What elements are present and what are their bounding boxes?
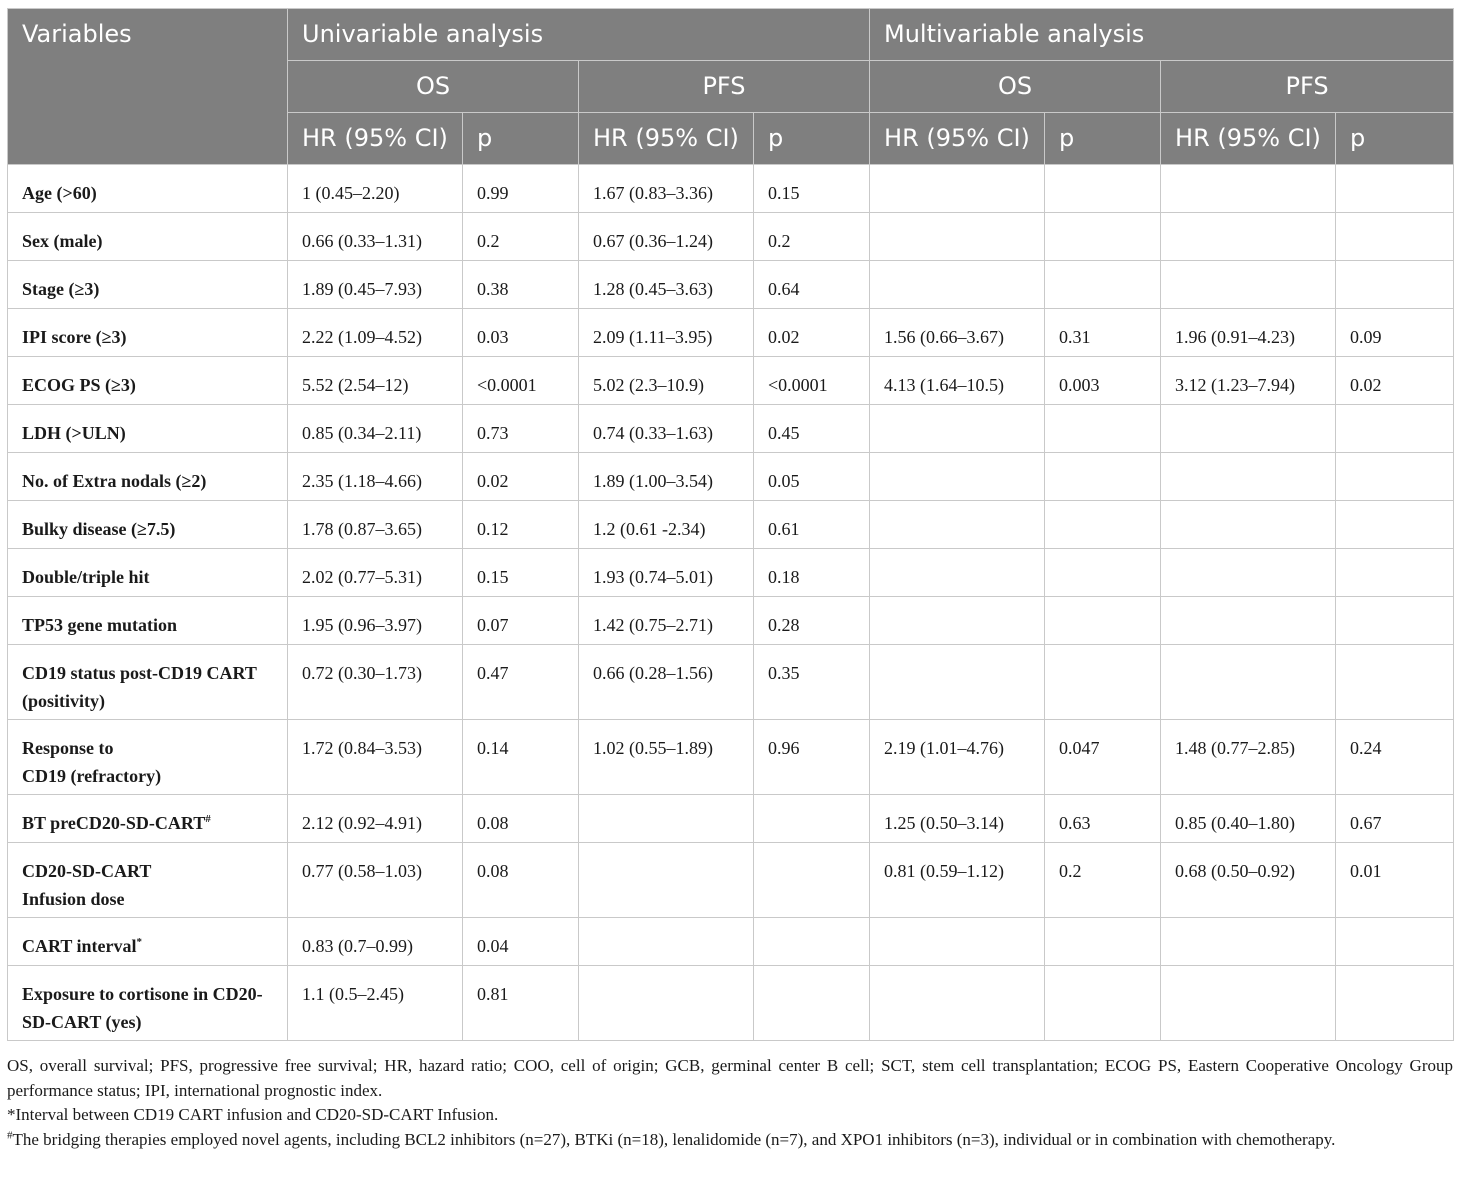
variable-cell	[8, 843, 288, 918]
hazard-ratio-cell: 2.09 (1.11–3.95)	[579, 309, 754, 357]
hazard-ratio-cell: 1.42 (0.75–2.71)	[579, 597, 754, 645]
p-value-cell	[754, 843, 870, 918]
p-value-cell: <0.0001	[463, 357, 579, 405]
footnote-bridging-text: The bridging therapies employed novel agents, including BCL2 inhibitors (n=27), BTKi (n=18), lenalidomide (n=7), and XPO1 inhibitors (n=3), individual or in combination with chemotherapy.	[12, 1129, 1336, 1149]
p-value-cell: 0.47	[463, 645, 579, 720]
variable-label: Sex (male)	[22, 231, 103, 251]
hazard-ratio-cell	[1161, 501, 1336, 549]
variable-cell	[8, 405, 288, 453]
variable-cell	[8, 261, 288, 309]
variable-label: BT preCD20-SD-CART	[22, 813, 206, 833]
p-value-cell	[1336, 501, 1454, 549]
table-container	[7, 8, 1453, 1041]
p-value-cell: 0.07	[463, 597, 579, 645]
hazard-ratio-cell	[1161, 597, 1336, 645]
hazard-ratio-cell: 1.02 (0.55–1.89)	[579, 720, 754, 795]
hazard-ratio-cell: 0.74 (0.33–1.63)	[579, 405, 754, 453]
variable-label: ECOG PS (≥3)	[22, 375, 136, 395]
hazard-ratio-cell: 1.2 (0.61 -2.34)	[579, 501, 754, 549]
hazard-ratio-cell: 0.68 (0.50–0.92)	[1161, 843, 1336, 918]
p-value-cell	[1336, 405, 1454, 453]
p-value-cell	[1336, 261, 1454, 309]
header-hr: HR (95% CI)	[870, 113, 1045, 165]
variable-cell	[8, 795, 288, 843]
p-value-cell	[1045, 645, 1161, 720]
p-value-cell: 0.67	[1336, 795, 1454, 843]
hazard-ratio-cell: 0.66 (0.28–1.56)	[579, 645, 754, 720]
p-value-cell: 0.38	[463, 261, 579, 309]
header-hr: HR (95% CI)	[1161, 113, 1336, 165]
hazard-ratio-cell: 1.67 (0.83–3.36)	[579, 165, 754, 213]
header-variables: Variables	[8, 9, 288, 165]
p-value-cell	[1336, 645, 1454, 720]
variable-cell	[8, 453, 288, 501]
p-value-cell: 0.12	[463, 501, 579, 549]
p-value-cell: 0.61	[754, 501, 870, 549]
header-hr: HR (95% CI)	[288, 113, 463, 165]
hazard-ratio-cell: 5.02 (2.3–10.9)	[579, 357, 754, 405]
hazard-ratio-cell: 1.89 (1.00–3.54)	[579, 453, 754, 501]
hazard-ratio-cell	[870, 918, 1045, 966]
hazard-ratio-cell: 2.19 (1.01–4.76)	[870, 720, 1045, 795]
variable-cell	[8, 966, 288, 1041]
p-value-cell	[1045, 213, 1161, 261]
hazard-ratio-cell: 1.89 (0.45–7.93)	[288, 261, 463, 309]
variable-label: Double/triple hit	[22, 567, 150, 587]
variable-label: Stage (≥3)	[22, 279, 100, 299]
p-value-cell: 0.047	[1045, 720, 1161, 795]
p-value-cell	[754, 918, 870, 966]
variable-label: TP53 gene mutation	[22, 615, 177, 635]
hazard-ratio-cell: 1.72 (0.84–3.53)	[288, 720, 463, 795]
hazard-ratio-cell	[870, 501, 1045, 549]
p-value-cell	[754, 966, 870, 1041]
hazard-ratio-cell: 1.78 (0.87–3.65)	[288, 501, 463, 549]
header-p: p	[1045, 113, 1161, 165]
table-header	[8, 9, 1454, 165]
p-value-cell: 0.63	[1045, 795, 1161, 843]
header-uni-pfs: PFS	[579, 61, 870, 113]
hazard-ratio-cell	[1161, 213, 1336, 261]
footnote-hash-mark: #	[7, 1128, 13, 1141]
p-value-cell: 0.45	[754, 405, 870, 453]
p-value-cell: 0.96	[754, 720, 870, 795]
table-row	[8, 918, 1454, 966]
p-value-cell	[1045, 405, 1161, 453]
hazard-ratio-cell	[1161, 918, 1336, 966]
table-row	[8, 645, 1454, 720]
p-value-cell: 0.28	[754, 597, 870, 645]
p-value-cell	[1045, 453, 1161, 501]
header-uni-os: OS	[288, 61, 579, 113]
p-value-cell	[1336, 213, 1454, 261]
variable-cell	[8, 501, 288, 549]
footnote-abbreviations: OS, overall survival; PFS, progressive free survival; HR, hazard ratio; COO, cell of origin; GCB, germinal center B cell; SCT, stem cell transplantation; ECOG PS, Eastern Cooperative Oncology Group performance status; IPI, international prognostic index.	[7, 1056, 1453, 1100]
variable-cell	[8, 720, 288, 795]
variable-cell	[8, 357, 288, 405]
hazard-ratio-cell: 2.12 (0.92–4.91)	[288, 795, 463, 843]
variable-cell	[8, 918, 288, 966]
variable-label: Exposure to cortisone in CD20-SD-CART (yes)	[22, 984, 263, 1032]
hazard-ratio-cell	[870, 453, 1045, 501]
header-multi-os: OS	[870, 61, 1161, 113]
variable-cell	[8, 597, 288, 645]
hazard-ratio-cell: 0.81 (0.59–1.12)	[870, 843, 1045, 918]
table-row	[8, 720, 1454, 795]
p-value-cell: <0.0001	[754, 357, 870, 405]
p-value-cell: 0.35	[754, 645, 870, 720]
hazard-ratio-cell	[1161, 966, 1336, 1041]
p-value-cell: 0.08	[463, 843, 579, 918]
footnote-interval: *Interval between CD19 CART infusion and CD20-SD-CART Infusion.	[7, 1105, 499, 1124]
hazard-ratio-cell: 1.93 (0.74–5.01)	[579, 549, 754, 597]
p-value-cell: 0.15	[754, 165, 870, 213]
p-value-cell	[1045, 501, 1161, 549]
hazard-ratio-cell: 1.48 (0.77–2.85)	[1161, 720, 1336, 795]
p-value-cell: 0.01	[1336, 843, 1454, 918]
p-value-cell: 0.31	[1045, 309, 1161, 357]
variable-label: CD19 status post-CD19 CART (positivity)	[22, 663, 257, 711]
p-value-cell	[1045, 966, 1161, 1041]
table-body	[8, 165, 1454, 1041]
p-value-cell: 0.09	[1336, 309, 1454, 357]
hazard-ratio-cell: 0.77 (0.58–1.03)	[288, 843, 463, 918]
hazard-ratio-cell	[579, 918, 754, 966]
hazard-ratio-cell	[870, 645, 1045, 720]
table-row	[8, 357, 1454, 405]
variable-label: Age (>60)	[22, 183, 97, 203]
hazard-ratio-cell: 3.12 (1.23–7.94)	[1161, 357, 1336, 405]
p-value-cell: 0.02	[1336, 357, 1454, 405]
regression-table	[7, 8, 1454, 1041]
hazard-ratio-cell: 2.35 (1.18–4.66)	[288, 453, 463, 501]
table-row	[8, 966, 1454, 1041]
hazard-ratio-cell: 1.95 (0.96–3.97)	[288, 597, 463, 645]
hazard-ratio-cell	[579, 795, 754, 843]
hazard-ratio-cell: 0.85 (0.34–2.11)	[288, 405, 463, 453]
header-multi-pfs: PFS	[1161, 61, 1454, 113]
variable-label: CD20-SD-CART Infusion dose	[22, 861, 152, 909]
p-value-cell: 0.99	[463, 165, 579, 213]
table-row	[8, 501, 1454, 549]
footnote-bridging	[7, 1128, 1453, 1153]
p-value-cell: 0.81	[463, 966, 579, 1041]
variable-cell	[8, 549, 288, 597]
header-univariable: Univariable analysis	[288, 9, 870, 61]
hazard-ratio-cell: 0.83 (0.7–0.99)	[288, 918, 463, 966]
p-value-cell	[1045, 918, 1161, 966]
hazard-ratio-cell	[579, 966, 754, 1041]
p-value-cell	[1045, 597, 1161, 645]
variable-label: Bulky disease (≥7.5)	[22, 519, 176, 539]
hazard-ratio-cell	[870, 966, 1045, 1041]
hazard-ratio-cell: 1.96 (0.91–4.23)	[1161, 309, 1336, 357]
p-value-cell	[754, 795, 870, 843]
p-value-cell	[1045, 261, 1161, 309]
p-value-cell	[1336, 918, 1454, 966]
hazard-ratio-cell: 2.02 (0.77–5.31)	[288, 549, 463, 597]
hazard-ratio-cell: 1.25 (0.50–3.14)	[870, 795, 1045, 843]
p-value-cell: 0.2	[1045, 843, 1161, 918]
table-row	[8, 549, 1454, 597]
variable-label: IPI score (≥3)	[22, 327, 127, 347]
header-p: p	[754, 113, 870, 165]
p-value-cell	[1336, 597, 1454, 645]
p-value-cell	[1336, 165, 1454, 213]
p-value-cell: 0.15	[463, 549, 579, 597]
hazard-ratio-cell	[1161, 645, 1336, 720]
hazard-ratio-cell	[1161, 405, 1336, 453]
variable-cell	[8, 309, 288, 357]
hazard-ratio-cell: 1.1 (0.5–2.45)	[288, 966, 463, 1041]
hazard-ratio-cell	[1161, 261, 1336, 309]
table-row	[8, 795, 1454, 843]
hazard-ratio-cell: 0.67 (0.36–1.24)	[579, 213, 754, 261]
table-row	[8, 597, 1454, 645]
p-value-cell: 0.18	[754, 549, 870, 597]
hazard-ratio-cell	[1161, 549, 1336, 597]
hazard-ratio-cell	[870, 549, 1045, 597]
hazard-ratio-cell	[870, 597, 1045, 645]
table-row	[8, 453, 1454, 501]
variable-label: No. of Extra nodals (≥2)	[22, 471, 207, 491]
hazard-ratio-cell	[870, 261, 1045, 309]
variable-label: LDH (>ULN)	[22, 423, 126, 443]
footnotes	[7, 1054, 1453, 1152]
variable-label: CART interval	[22, 936, 137, 956]
hazard-ratio-cell	[870, 213, 1045, 261]
table-row	[8, 213, 1454, 261]
hazard-ratio-cell: 5.52 (2.54–12)	[288, 357, 463, 405]
header-multivariable: Multivariable analysis	[870, 9, 1454, 61]
p-value-cell	[1045, 549, 1161, 597]
p-value-cell: 0.003	[1045, 357, 1161, 405]
table-row	[8, 405, 1454, 453]
p-value-cell: 0.08	[463, 795, 579, 843]
table-row	[8, 165, 1454, 213]
p-value-cell: 0.02	[754, 309, 870, 357]
p-value-cell: 0.14	[463, 720, 579, 795]
hazard-ratio-cell	[579, 843, 754, 918]
table-row	[8, 309, 1454, 357]
hazard-ratio-cell: 4.13 (1.64–10.5)	[870, 357, 1045, 405]
p-value-cell: 0.03	[463, 309, 579, 357]
footnote-marker: *	[136, 936, 143, 948]
p-value-cell: 0.2	[463, 213, 579, 261]
p-value-cell: 0.02	[463, 453, 579, 501]
footnote-marker: #	[205, 813, 211, 825]
hazard-ratio-cell	[870, 405, 1045, 453]
p-value-cell: 0.64	[754, 261, 870, 309]
hazard-ratio-cell: 1.28 (0.45–3.63)	[579, 261, 754, 309]
hazard-ratio-cell	[1161, 453, 1336, 501]
hazard-ratio-cell: 1.56 (0.66–3.67)	[870, 309, 1045, 357]
hazard-ratio-cell: 1 (0.45–2.20)	[288, 165, 463, 213]
variable-label: Response to CD19 (refractory)	[22, 738, 162, 786]
hazard-ratio-cell: 0.72 (0.30–1.73)	[288, 645, 463, 720]
p-value-cell: 0.04	[463, 918, 579, 966]
p-value-cell	[1336, 966, 1454, 1041]
hazard-ratio-cell: 0.85 (0.40–1.80)	[1161, 795, 1336, 843]
hazard-ratio-cell	[1161, 165, 1336, 213]
hazard-ratio-cell	[870, 165, 1045, 213]
header-p: p	[463, 113, 579, 165]
p-value-cell: 0.24	[1336, 720, 1454, 795]
p-value-cell: 0.73	[463, 405, 579, 453]
hazard-ratio-cell: 0.66 (0.33–1.31)	[288, 213, 463, 261]
variable-cell	[8, 213, 288, 261]
table-row	[8, 261, 1454, 309]
variable-cell	[8, 165, 288, 213]
p-value-cell	[1336, 453, 1454, 501]
header-p: p	[1336, 113, 1454, 165]
p-value-cell: 0.2	[754, 213, 870, 261]
table-row	[8, 843, 1454, 918]
variable-cell	[8, 645, 288, 720]
hazard-ratio-cell: 2.22 (1.09–4.52)	[288, 309, 463, 357]
p-value-cell	[1045, 165, 1161, 213]
p-value-cell	[1336, 549, 1454, 597]
header-hr: HR (95% CI)	[579, 113, 754, 165]
p-value-cell: 0.05	[754, 453, 870, 501]
